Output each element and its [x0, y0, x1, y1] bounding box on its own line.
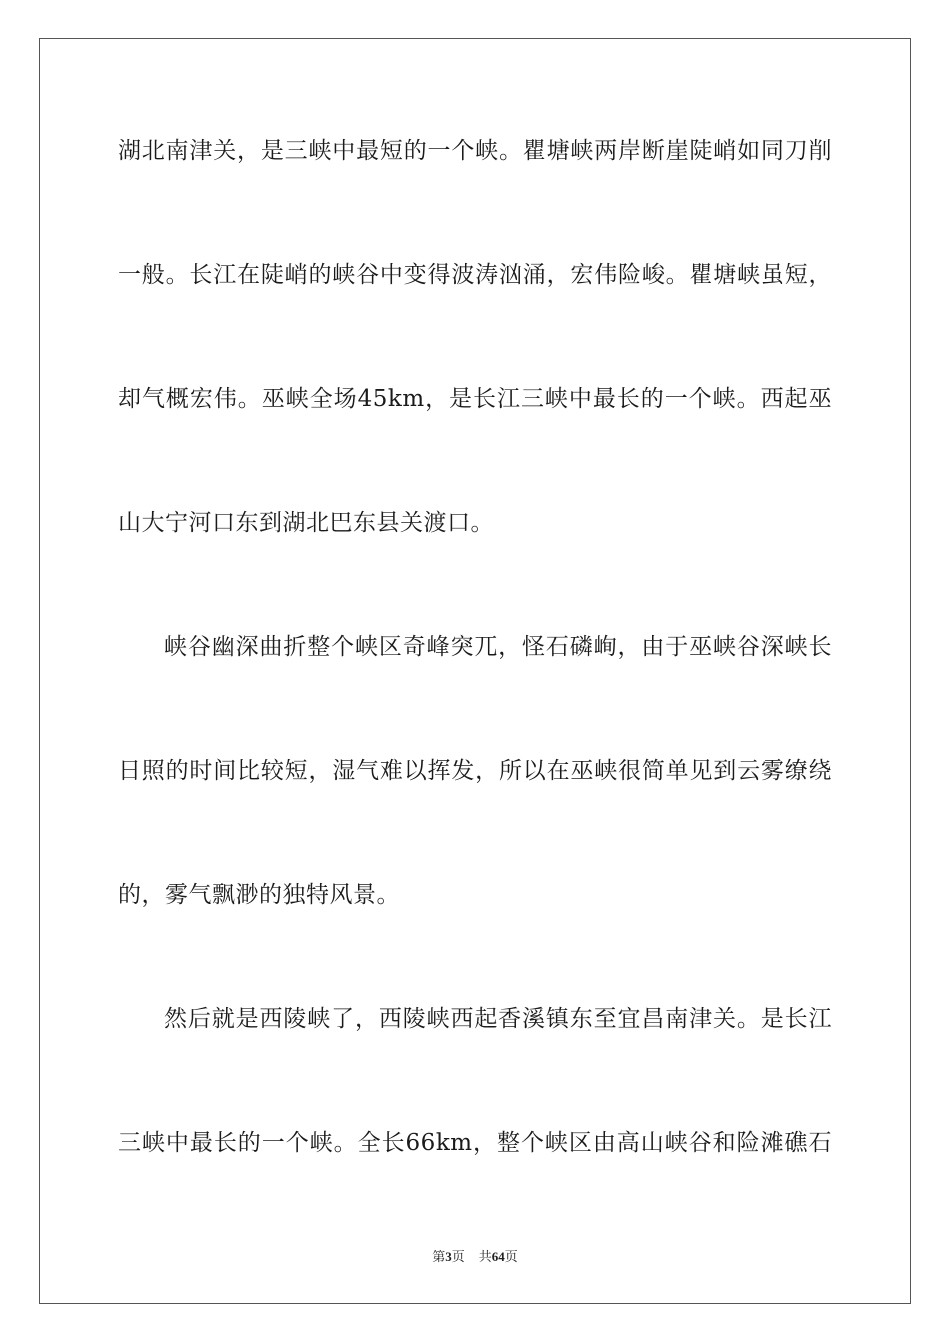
text-line: 却气概宏伟。巫峡全场45km，是长江三峡中最长的一个峡。西起巫 [118, 386, 832, 412]
text-line: 三峡中最长的一个峡。全长66km，整个峡区由高山峡谷和险滩礁石 [118, 1130, 832, 1156]
text-line: 的，雾气飘渺的独特风景。 [118, 882, 400, 908]
paragraph-first-line: 峡谷幽深曲折整个峡区奇峰突兀，怪石磷峋，由于巫峡谷深峡长 [164, 634, 832, 660]
text-line: 一般。长江在陡峭的峡谷中变得波涛汹涌，宏伟险峻。瞿塘峡虽短， [118, 262, 832, 288]
text-line: 湖北南津关，是三峡中最短的一个峡。瞿塘峡两岸断崖陡峭如同刀削 [118, 138, 832, 164]
page-footer [0, 1248, 950, 1267]
text-line: 山大宁河口东到湖北巴东县关渡口。 [118, 510, 494, 536]
page-prefix: 第 [432, 1250, 446, 1265]
page-number: 3 [445, 1249, 452, 1264]
text-line: 日照的时间比较短，湿气难以挥发，所以在巫峡很简单见到云雾缭绕 [118, 758, 832, 784]
page-border [39, 38, 911, 1304]
page-suffix: 页 [451, 1250, 465, 1265]
total-prefix: 共 [478, 1250, 492, 1265]
total-pages: 64 [491, 1249, 505, 1264]
total-suffix: 页 [504, 1250, 518, 1265]
paragraph-first-line: 然后就是西陵峡了，西陵峡西起香溪镇东至宜昌南津关。是长江 [164, 1006, 832, 1032]
